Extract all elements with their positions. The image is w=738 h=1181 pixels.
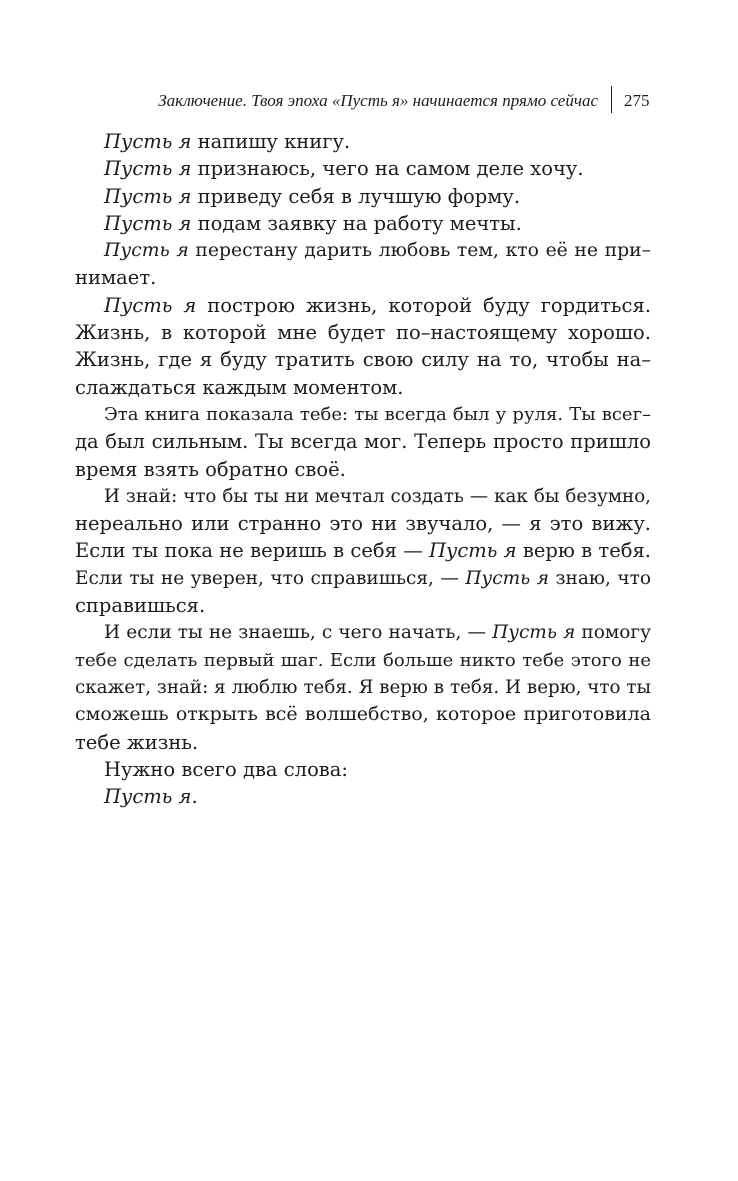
text-line: Нужно всего два слова: <box>104 757 348 781</box>
header-divider <box>611 86 612 113</box>
text-line: Пусть я признаюсь, чего на самом деле хочу. <box>104 157 584 181</box>
text-line: время взять обратно своё. <box>75 457 346 481</box>
text-line: тебе сделать первый шаг. Если больше никто тебе этого не <box>75 649 651 671</box>
running-header <box>0 89 738 113</box>
text-line: Если ты не уверен, что справишься, — Пусть я знаю, что <box>75 567 651 589</box>
body-text <box>75 128 651 810</box>
text-line: Эта книга показала тебе: ты всегда был у руля. Ты всег– <box>104 403 651 425</box>
text-line: нимает. <box>75 266 157 290</box>
text-line: нереально или странно это ни звучало, — я это вижу. <box>75 512 651 536</box>
text-line: да был сильным. Ты всегда мог. Теперь просто пришло <box>75 430 651 454</box>
text-line: Жизнь, в которой мне будет по–настоящему хорошо. <box>75 321 651 345</box>
text-line: скажет, знай: я люблю тебя. Я верю в тебя. И верю, что ты <box>75 676 651 698</box>
text-line: слаждаться каждым моментом. <box>75 375 404 399</box>
text-line: Пусть я перестану дарить любовь тем, кто её не при– <box>104 240 651 262</box>
page-number: 275 <box>624 91 650 110</box>
text-line: Пусть я напишу книгу. <box>104 130 351 153</box>
text-line: И знай: что бы ты ни мечтал создать — как бы безумно, <box>104 485 651 507</box>
text-line: Пусть я приведу себя в лучшую форму. <box>104 184 521 208</box>
text-line: справишься. <box>75 594 206 618</box>
text-line: Если ты пока не веришь в себя — Пусть я верю в тебя. <box>75 539 652 563</box>
text-line: И если ты не знаешь, с чего начать, — Пусть я помогу <box>104 622 651 644</box>
closing-phrase: Пусть я. <box>104 785 198 809</box>
text-line: Пусть я подам заявку на работу мечты. <box>104 211 522 235</box>
text-line: тебе жизнь. <box>75 730 199 754</box>
text-line: сможешь открыть всё волшебство, которое приготовила <box>75 703 651 726</box>
text-line: Пусть я построю жизнь, которой буду гордиться. <box>104 293 651 317</box>
running-title: Заключение. Твоя эпоха «Пусть я» начинается прямо сейчас <box>158 91 598 110</box>
text-line: Жизнь, где я буду тратить свою силу на то, чтобы на– <box>75 348 651 372</box>
